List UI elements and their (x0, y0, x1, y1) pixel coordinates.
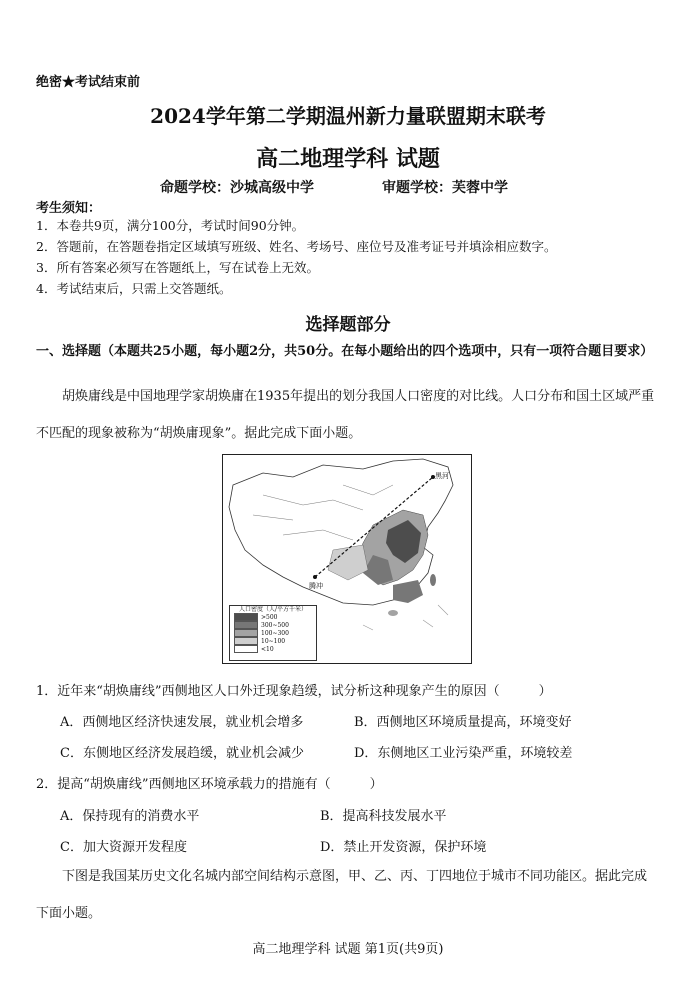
legend-label: 300~500 (261, 621, 289, 629)
notice-item: 2．答题前，在答题卷指定区域填写班级、姓名、考场号、座位号及准考证号并填涂相应数字。 (36, 239, 557, 254)
q2-option-b[interactable]: B．提高科技发展水平 (320, 809, 447, 824)
question-2-stem: 2．提高“胡焕庸线”西侧地区环境承载力的措施有（ ） (36, 777, 383, 792)
legend-row (230, 645, 316, 653)
city-label-tengchong: 腾冲 (309, 582, 323, 590)
q2-option-c[interactable]: C．加大资源开发程度 (60, 840, 187, 855)
q2-option-d[interactable]: D．禁止开发资源，保护环境 (320, 840, 487, 855)
legend-swatch (234, 637, 258, 645)
q1-option-c[interactable]: C．东侧地区经济发展趋缓，就业机会减少 (60, 746, 304, 761)
legend-row (230, 621, 316, 629)
legend-swatch (234, 629, 258, 637)
city-marker-south (313, 575, 317, 579)
taiwan-island (430, 574, 436, 586)
notice-heading: 考生须知： (36, 201, 102, 216)
q1-option-d[interactable]: D．东侧地区工业污染严重，环境较差 (354, 746, 573, 761)
subject-title: 高二地理学科 试题 (256, 146, 440, 172)
hainan-island (388, 610, 398, 616)
passage-1: 胡焕庸线是中国地理学家胡焕庸在1935年提出的划分我国人口密度的对比线。人口分布和国土区域严重不匹配的现象被称为“胡焕庸现象”。据此完成下面小题。 (36, 389, 655, 441)
legend-row (230, 629, 316, 637)
notice-item: 1．本卷共9页，满分100分，考试时间90分钟。 (36, 218, 305, 233)
legend-row (230, 613, 316, 621)
map-legend (229, 605, 317, 661)
question-1-stem: 1．近年来“胡焕庸线”西侧地区人口外迁现象趋缓，试分析这种现象产生的原因（ ） (36, 684, 552, 699)
legend-row (230, 637, 316, 645)
page-footer: 高二地理学科 试题 第1页(共9页) (252, 942, 444, 957)
reviewer-school: 审题学校：芙蓉中学 (382, 180, 508, 196)
notice-item: 4．考试结束后，只需上交答题纸。 (36, 281, 232, 296)
city-label-heihe: 黑河 (435, 472, 449, 480)
q1-option-b[interactable]: B．西侧地区环境质量提高，环境变好 (354, 715, 572, 730)
legend-label: 10~100 (261, 637, 286, 645)
legend-label: 100~300 (261, 629, 289, 637)
legend-title: 人口密度（人/平方千米） (238, 606, 308, 613)
legend-swatch (234, 613, 258, 621)
section-title: 选择题部分 (305, 315, 391, 335)
passage-2: 下图是我国某历史文化名城内部空间结构示意图，甲、乙、丙、丁四地位于城市不同功能区。据此完成下面小题。 (36, 869, 648, 921)
legend-label: >500 (261, 613, 278, 621)
q2-option-a[interactable]: A．保持现有的消费水平 (60, 809, 200, 824)
population-density-map (222, 454, 472, 664)
notice-item: 3．所有答案必须写在答题纸上，写在试卷上无效。 (36, 260, 319, 275)
exam-title: 2024学年第二学期温州新力量联盟期末联考 (150, 104, 546, 128)
legend-label: <10 (261, 645, 274, 653)
sea-islands (363, 605, 448, 630)
confidential-label: 绝密★考试结束前 (36, 75, 141, 90)
setter-school: 命题学校：沙城高级中学 (160, 180, 314, 196)
part-heading: 一、选择题（本题共25小题，每小题2分，共50分。在每小题给出的四个选项中，只有一项符合题目要求） (36, 344, 654, 359)
legend-swatch (234, 645, 258, 653)
q1-option-a[interactable]: A．西侧地区经济快速发展，就业机会增多 (60, 715, 304, 730)
legend-swatch (234, 621, 258, 629)
